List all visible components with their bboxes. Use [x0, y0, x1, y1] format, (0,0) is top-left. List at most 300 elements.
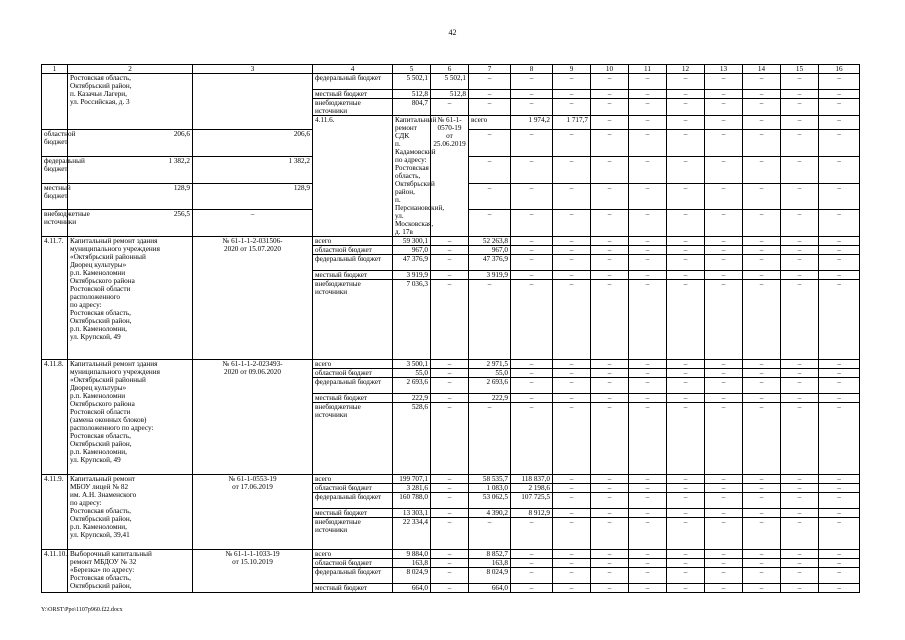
amount-cell: –	[667, 116, 705, 130]
amount-cell: 107 725,5	[511, 493, 553, 509]
amount-cell: –	[591, 518, 629, 550]
amount-cell: –	[469, 130, 511, 157]
amount-cell: 222,9	[469, 394, 511, 403]
amount-cell: 47 376,9	[393, 255, 431, 271]
column-header: 6	[431, 65, 469, 74]
funding-source: местный бюджет	[313, 509, 393, 518]
amount-cell: –	[629, 255, 667, 271]
funding-source: внебюджетные источники	[313, 280, 393, 360]
amount-cell: –	[431, 509, 469, 518]
amount-cell: –	[431, 493, 469, 509]
amount-cell: –	[743, 271, 781, 280]
amount-cell: –	[743, 246, 781, 255]
amount-cell: –	[743, 550, 781, 559]
amount-cell: –	[743, 369, 781, 378]
amount-cell: –	[553, 518, 591, 550]
amount-cell: –	[591, 90, 629, 99]
item-number: 4.11.8.	[42, 360, 68, 475]
amount-cell: –	[667, 156, 705, 183]
amount-cell: 2 693,6	[469, 378, 511, 394]
amount-cell: –	[781, 246, 819, 255]
amount-cell: –	[553, 509, 591, 518]
amount-cell: –	[819, 584, 860, 593]
amount-cell: –	[781, 394, 819, 403]
amount-cell: 3 919,9	[469, 271, 511, 280]
amount-cell: 199 707,1	[393, 475, 431, 484]
amount-cell: –	[667, 183, 705, 210]
amount-cell: –	[553, 210, 591, 237]
amount-cell: –	[629, 509, 667, 518]
amount-cell: –	[667, 74, 705, 90]
amount-cell: –	[431, 559, 469, 568]
amount-cell: –	[629, 156, 667, 183]
amount-cell: –	[667, 237, 705, 246]
amount-cell: 55,0	[393, 369, 431, 378]
amount-cell: –	[629, 246, 667, 255]
amount-cell: –	[431, 394, 469, 403]
column-header: 13	[705, 65, 743, 74]
amount-cell: –	[629, 550, 667, 559]
table-row	[42, 360, 860, 369]
amount-cell: –	[667, 360, 705, 369]
amount-cell: –	[781, 493, 819, 509]
amount-cell: –	[781, 90, 819, 99]
amount-cell: –	[431, 246, 469, 255]
amount-cell: –	[667, 550, 705, 559]
amount-cell: –	[629, 360, 667, 369]
amount-cell: –	[705, 509, 743, 518]
amount-cell: 13 303,1	[393, 509, 431, 518]
amount-cell: –	[469, 403, 511, 475]
amount-cell: –	[511, 280, 553, 360]
amount-cell: 967,0	[469, 246, 511, 255]
amount-cell: –	[431, 584, 469, 593]
amount-cell: –	[511, 584, 553, 593]
amount-cell: –	[667, 130, 705, 157]
amount-cell: –	[667, 394, 705, 403]
amount-cell: 128,9	[68, 183, 193, 210]
amount-cell: –	[553, 378, 591, 394]
amount-cell: –	[781, 568, 819, 584]
amount-cell: –	[591, 255, 629, 271]
object-description: Капитальный ремонт здания муниципального учреждения «Октябрьский районный Дворец культуры» р.п. Каменоломни Октябрьского района Ростовской области (замена оконных блоков) расположенного по адресу: Ростовская область, Октябрьский район, р.п. Каменоломни, ул. Крупской, 49	[68, 360, 193, 475]
amount-cell: –	[781, 369, 819, 378]
amount-cell: –	[743, 475, 781, 484]
amount-cell: –	[705, 271, 743, 280]
amount-cell: 2 198,6	[511, 484, 553, 493]
amount-cell: –	[743, 280, 781, 360]
amount-cell: –	[743, 559, 781, 568]
amount-cell: –	[591, 475, 629, 484]
amount-cell: –	[553, 484, 591, 493]
amount-cell: –	[553, 403, 591, 475]
column-header: 5	[393, 65, 431, 74]
amount-cell: –	[667, 271, 705, 280]
amount-cell: –	[819, 403, 860, 475]
amount-cell: –	[469, 74, 511, 90]
amount-cell: –	[511, 99, 553, 116]
item-number: 4.11.6.	[313, 116, 393, 237]
amount-cell: 3 500,1	[393, 360, 431, 369]
amount-cell: –	[781, 156, 819, 183]
amount-cell: –	[705, 74, 743, 90]
amount-cell: –	[743, 568, 781, 584]
funding-source: внебюджетные источники	[313, 99, 393, 116]
amount-cell: –	[781, 360, 819, 369]
column-header: 12	[667, 65, 705, 74]
amount-cell: –	[629, 271, 667, 280]
amount-cell: –	[469, 280, 511, 360]
amount-cell: –	[629, 116, 667, 130]
amount-cell: –	[743, 484, 781, 493]
amount-cell: –	[781, 584, 819, 593]
amount-cell: –	[511, 210, 553, 237]
amount-cell: –	[431, 271, 469, 280]
amount-cell: 9 884,0	[393, 550, 431, 559]
amount-cell: –	[553, 156, 591, 183]
amount-cell: –	[667, 403, 705, 475]
amount-cell: –	[781, 559, 819, 568]
amount-cell: –	[819, 255, 860, 271]
amount-cell: –	[781, 484, 819, 493]
amount-cell: –	[781, 130, 819, 157]
table-row	[42, 74, 860, 90]
amount-cell: –	[553, 280, 591, 360]
amount-cell: 1 974,2	[511, 116, 553, 130]
amount-cell: 118 837,0	[511, 475, 553, 484]
amount-cell: –	[511, 90, 553, 99]
amount-cell: –	[705, 394, 743, 403]
amount-cell: –	[743, 403, 781, 475]
funding-source: внебюджетные источники	[313, 518, 393, 550]
amount-cell: –	[431, 403, 469, 475]
amount-cell: 222,9	[393, 394, 431, 403]
amount-cell: –	[629, 99, 667, 116]
amount-cell: –	[591, 568, 629, 584]
amount-cell: –	[743, 116, 781, 130]
column-header-row	[42, 65, 860, 74]
table-row	[42, 237, 860, 246]
amount-cell: –	[705, 210, 743, 237]
amount-cell: –	[553, 130, 591, 157]
amount-cell: –	[819, 509, 860, 518]
amount-cell: –	[705, 559, 743, 568]
amount-cell: –	[629, 90, 667, 99]
funding-source: всего	[313, 237, 393, 246]
amount-cell: –	[705, 493, 743, 509]
amount-cell: –	[431, 369, 469, 378]
funding-source: областной бюджет	[313, 369, 393, 378]
table-row	[42, 550, 860, 559]
funding-source: федеральный бюджет	[42, 156, 68, 183]
amount-cell: –	[667, 559, 705, 568]
funding-source: федеральный бюджет	[313, 493, 393, 509]
amount-cell: –	[511, 369, 553, 378]
document-reference: № 61-1-1-1033-19 от 15.10.2019	[193, 550, 313, 593]
amount-cell: –	[431, 475, 469, 484]
amount-cell: –	[819, 559, 860, 568]
amount-cell: –	[629, 518, 667, 550]
amount-cell: –	[629, 369, 667, 378]
amount-cell: –	[431, 378, 469, 394]
amount-cell: –	[553, 568, 591, 584]
amount-cell: –	[591, 559, 629, 568]
amount-cell: –	[591, 378, 629, 394]
amount-cell: –	[819, 475, 860, 484]
amount-cell: –	[591, 484, 629, 493]
document-reference: № 61-1-0553-19 от 17.06.2019	[193, 475, 313, 550]
funding-source: местный бюджет	[42, 183, 68, 210]
column-header: 9	[553, 65, 591, 74]
amount-cell: –	[591, 360, 629, 369]
amount-cell: 206,6	[68, 130, 193, 157]
amount-cell: 804,7	[393, 99, 431, 116]
amount-cell: –	[781, 74, 819, 90]
amount-cell: –	[705, 280, 743, 360]
amount-cell: –	[469, 210, 511, 237]
amount-cell: –	[469, 90, 511, 99]
amount-cell: 664,0	[469, 584, 511, 593]
amount-cell: –	[629, 475, 667, 484]
amount-cell: 5 502,1	[431, 74, 469, 90]
amount-cell: –	[819, 369, 860, 378]
amount-cell: –	[781, 237, 819, 246]
amount-cell: –	[553, 584, 591, 593]
amount-cell: –	[553, 183, 591, 210]
amount-cell: –	[431, 484, 469, 493]
amount-cell: –	[781, 550, 819, 559]
amount-cell: –	[819, 378, 860, 394]
amount-cell: 1 717,7	[553, 116, 591, 130]
amount-cell: 8 912,9	[511, 509, 553, 518]
amount-cell: –	[553, 90, 591, 99]
amount-cell: –	[819, 394, 860, 403]
amount-cell: –	[819, 130, 860, 157]
amount-cell: –	[431, 360, 469, 369]
amount-cell: –	[591, 183, 629, 210]
amount-cell: –	[705, 156, 743, 183]
amount-cell: 59 300,1	[393, 237, 431, 246]
amount-cell: –	[591, 130, 629, 157]
amount-cell: –	[819, 550, 860, 559]
funding-source: внебюджетные источники	[42, 210, 68, 237]
amount-cell: –	[743, 183, 781, 210]
table-row	[42, 475, 860, 484]
amount-cell: 53 062,5	[469, 493, 511, 509]
funding-source: всего	[313, 475, 393, 484]
amount-cell: –	[743, 378, 781, 394]
amount-cell: –	[781, 403, 819, 475]
amount-cell: –	[591, 394, 629, 403]
amount-cell: –	[511, 559, 553, 568]
amount-cell: –	[629, 493, 667, 509]
funding-source: федеральный бюджет	[313, 378, 393, 394]
amount-cell: –	[743, 237, 781, 246]
amount-cell: –	[511, 237, 553, 246]
amount-cell: –	[591, 369, 629, 378]
amount-cell: –	[553, 74, 591, 90]
amount-cell: 5 502,1	[393, 74, 431, 90]
amount-cell: –	[431, 568, 469, 584]
amount-cell: –	[705, 369, 743, 378]
amount-cell: –	[511, 360, 553, 369]
amount-cell: –	[781, 183, 819, 210]
amount-cell: –	[553, 360, 591, 369]
amount-cell: –	[667, 246, 705, 255]
amount-cell: –	[511, 568, 553, 584]
amount-cell: –	[553, 559, 591, 568]
amount-cell: –	[705, 99, 743, 116]
document-reference: № 61-1-0570-19 от 25.06.2019	[431, 116, 469, 237]
amount-cell: –	[629, 394, 667, 403]
amount-cell: –	[511, 271, 553, 280]
amount-cell: –	[705, 378, 743, 394]
amount-cell: –	[781, 475, 819, 484]
amount-cell: –	[591, 271, 629, 280]
amount-cell: –	[705, 360, 743, 369]
amount-cell: –	[591, 74, 629, 90]
amount-cell: –	[591, 403, 629, 475]
amount-cell: –	[469, 99, 511, 116]
amount-cell: –	[819, 568, 860, 584]
amount-cell: 3 919,9	[393, 271, 431, 280]
amount-cell: –	[743, 509, 781, 518]
amount-cell: –	[667, 280, 705, 360]
column-header: 14	[743, 65, 781, 74]
amount-cell: –	[629, 130, 667, 157]
amount-cell: –	[629, 378, 667, 394]
amount-cell: –	[667, 493, 705, 509]
amount-cell: –	[819, 116, 860, 130]
amount-cell: –	[743, 210, 781, 237]
amount-cell: –	[511, 378, 553, 394]
amount-cell: 8 024,9	[393, 568, 431, 584]
amount-cell: –	[469, 183, 511, 210]
amount-cell: –	[705, 116, 743, 130]
amount-cell: –	[591, 493, 629, 509]
amount-cell: –	[553, 255, 591, 271]
amount-cell: –	[667, 584, 705, 593]
amount-cell: –	[781, 280, 819, 360]
amount-cell: 512,8	[393, 90, 431, 99]
column-header: 15	[781, 65, 819, 74]
amount-cell: –	[705, 130, 743, 157]
amount-cell: –	[705, 550, 743, 559]
amount-cell: –	[705, 246, 743, 255]
amount-cell: –	[819, 484, 860, 493]
column-header: 1	[42, 65, 68, 74]
amount-cell: –	[819, 210, 860, 237]
amount-cell: –	[629, 584, 667, 593]
amount-cell: –	[667, 210, 705, 237]
amount-cell: –	[591, 99, 629, 116]
amount-cell: –	[781, 116, 819, 130]
amount-cell: 1 083,0	[469, 484, 511, 493]
amount-cell: –	[431, 550, 469, 559]
amount-cell: –	[819, 246, 860, 255]
funding-source: местный бюджет	[313, 584, 393, 593]
amount-cell: –	[667, 378, 705, 394]
amount-cell: 512,8	[431, 90, 469, 99]
amount-cell: 8 852,7	[469, 550, 511, 559]
column-header: 10	[591, 65, 629, 74]
amount-cell: –	[431, 237, 469, 246]
amount-cell: –	[469, 518, 511, 550]
amount-cell: –	[705, 255, 743, 271]
amount-cell: –	[591, 280, 629, 360]
amount-cell: –	[511, 74, 553, 90]
funding-source: всего	[469, 116, 511, 130]
amount-cell: –	[553, 394, 591, 403]
amount-cell: 967,0	[393, 246, 431, 255]
amount-cell: –	[819, 360, 860, 369]
amount-cell: –	[781, 509, 819, 518]
amount-cell: –	[705, 584, 743, 593]
amount-cell: –	[629, 568, 667, 584]
column-header: 11	[629, 65, 667, 74]
amount-cell: –	[667, 90, 705, 99]
amount-cell: –	[553, 237, 591, 246]
amount-cell: –	[553, 369, 591, 378]
amount-cell: 52 263,8	[469, 237, 511, 246]
table-body	[42, 74, 860, 593]
amount-cell: –	[667, 509, 705, 518]
amount-cell: –	[591, 237, 629, 246]
amount-cell: –	[667, 475, 705, 484]
amount-cell: –	[469, 156, 511, 183]
document-reference: № 61-1-1-2-023493- 2020 от 09.06.2020	[193, 360, 313, 475]
document-reference	[193, 74, 313, 130]
column-header: 3	[193, 65, 313, 74]
amount-cell: –	[819, 90, 860, 99]
amount-cell: –	[819, 183, 860, 210]
amount-cell: –	[819, 74, 860, 90]
amount-cell: –	[553, 550, 591, 559]
item-number: 4.11.9.	[42, 475, 68, 550]
amount-cell: 163,8	[393, 559, 431, 568]
amount-cell: 256,5	[68, 210, 193, 237]
amount-cell: –	[591, 246, 629, 255]
amount-cell: –	[511, 130, 553, 157]
item-number: 4.11.10.	[42, 550, 68, 593]
item-number	[42, 74, 68, 130]
amount-cell: 4 390,2	[469, 509, 511, 518]
amount-cell: –	[511, 246, 553, 255]
amount-cell: 2 693,6	[393, 378, 431, 394]
amount-cell: –	[705, 484, 743, 493]
page-number: 42	[448, 28, 457, 37]
amount-cell: –	[591, 509, 629, 518]
amount-cell: –	[629, 484, 667, 493]
amount-cell: –	[705, 183, 743, 210]
amount-cell: –	[743, 394, 781, 403]
amount-cell: –	[743, 360, 781, 369]
amount-cell: –	[667, 484, 705, 493]
amount-cell: –	[819, 156, 860, 183]
object-description: Ростовская область, Октябрьский район, п. Казачьи Лагери, ул. Российская, д. 3	[68, 74, 193, 130]
funding-source: областной бюджет	[313, 484, 393, 493]
funding-source: местный бюджет	[313, 394, 393, 403]
amount-cell: –	[591, 156, 629, 183]
amount-cell: –	[591, 210, 629, 237]
amount-cell: 206,6	[193, 130, 313, 157]
funding-source: областной бюджет	[313, 246, 393, 255]
amount-cell: 7 036,3	[393, 280, 431, 360]
amount-cell: –	[781, 99, 819, 116]
amount-cell: –	[819, 280, 860, 360]
amount-cell: –	[431, 280, 469, 360]
amount-cell: –	[743, 156, 781, 183]
